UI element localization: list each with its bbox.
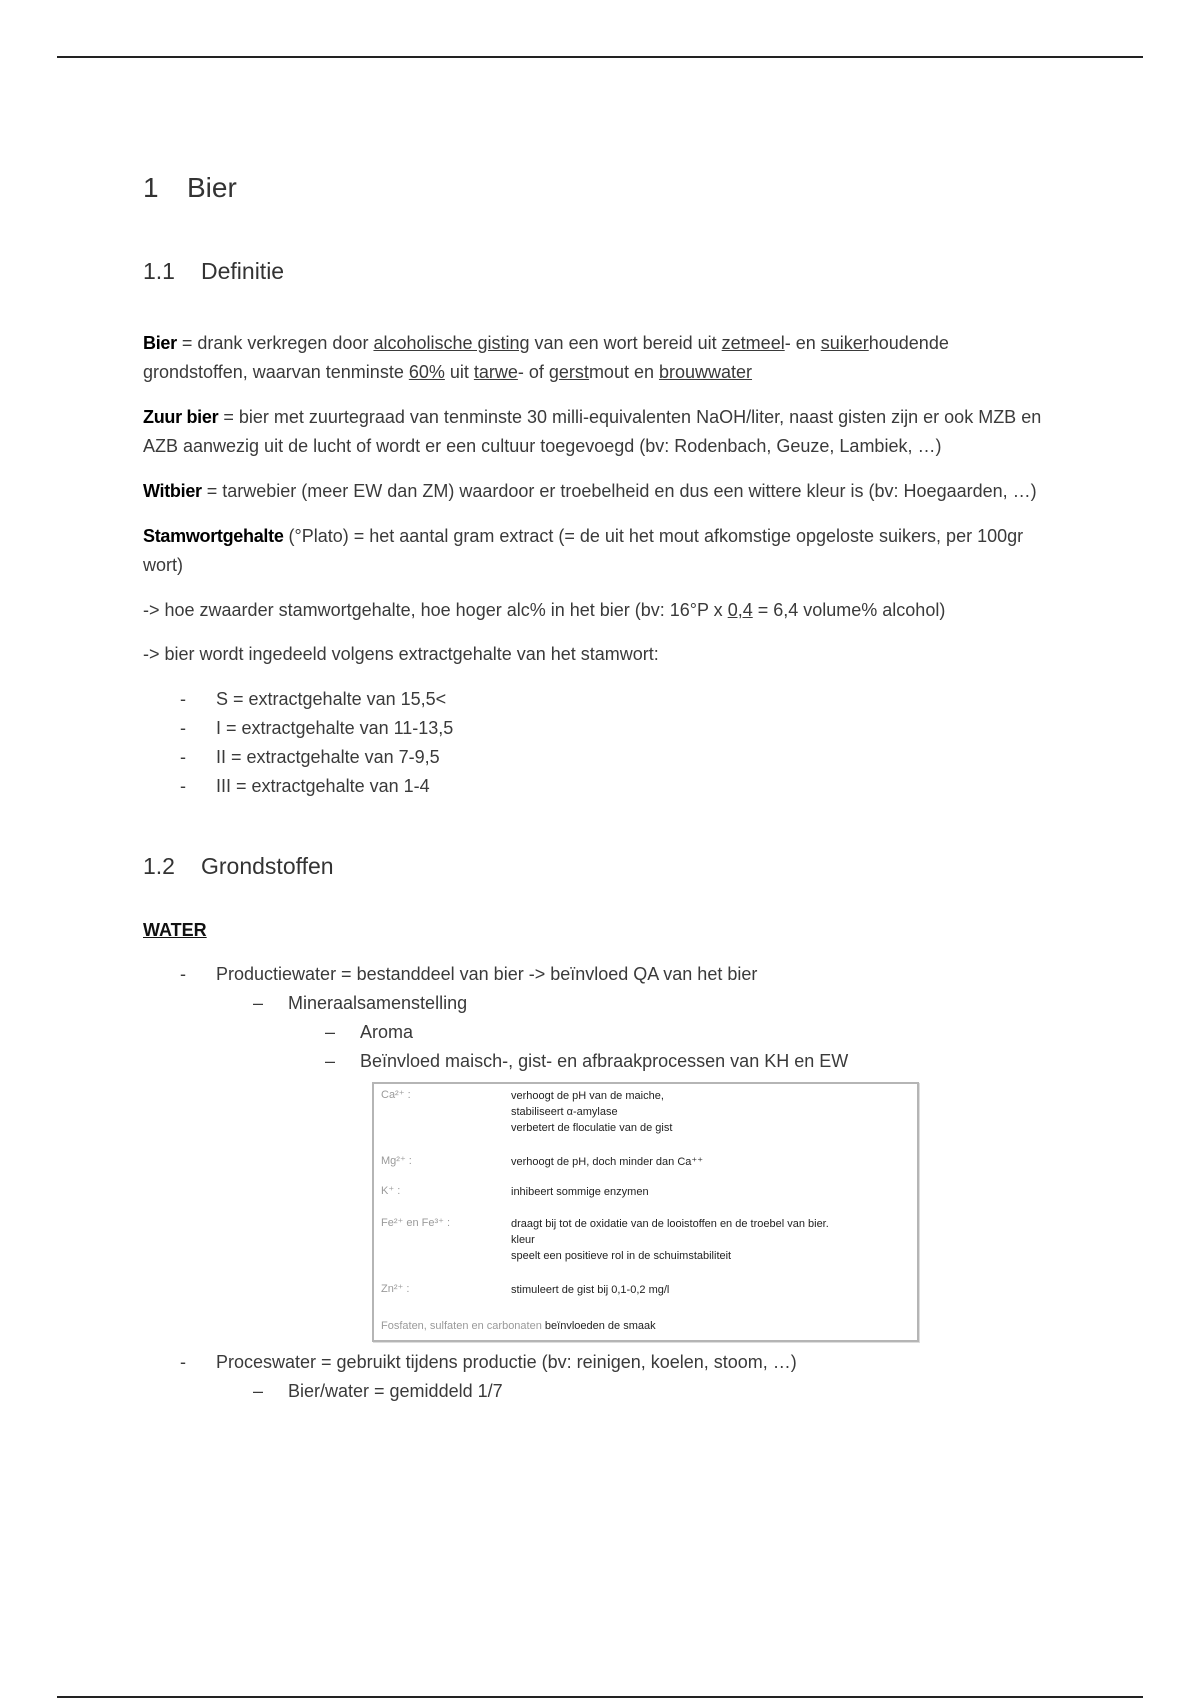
- section-title-grondstoffen: [143, 849, 1063, 883]
- water-heading: WATER: [143, 920, 207, 940]
- note-classification: -> bier wordt ingedeeld volgens extractgehalte van het stamwort:: [143, 644, 659, 664]
- mineral-desc: [511, 1184, 649, 1200]
- definition-text: = tarwebier (meer EW dan ZM) waardoor er troebelheid en dus een wittere kleur is (bv: Hoegaarden, …): [201, 481, 1037, 501]
- list-item-text: Bier/water = gemiddeld 1/7: [288, 1381, 503, 1401]
- underlined-text: gerst: [548, 362, 589, 382]
- dash-bullet: -: [180, 747, 186, 767]
- section-title-text: Definitie: [201, 258, 285, 284]
- mineral-desc-line: kleur: [511, 1234, 535, 1246]
- mineral-row-fosfaten: [381, 1320, 911, 1332]
- list-item: [143, 714, 1063, 743]
- text-segment: -> hoe zwaarder stamwortgehalte, hoe hoger alc% in het bier (bv: 16°P x: [143, 600, 728, 620]
- mineral-desc-line: speelt een positieve rol in de schuimstabiliteit: [511, 1250, 732, 1262]
- endash-bullet: –: [253, 993, 264, 1013]
- list-item-text: Mineraalsamenstelling: [288, 993, 468, 1013]
- text-segment: - en: [784, 333, 821, 353]
- underlined-text: 0,4: [727, 600, 753, 620]
- mineral-label: K⁺ :: [381, 1185, 401, 1197]
- mineral-desc-line: inhibeert sommige enzymen: [511, 1186, 649, 1198]
- text-segment: = 6,4 volume% alcohol): [752, 600, 946, 620]
- list-item: [143, 1018, 1063, 1047]
- definition-bier: [143, 329, 1063, 387]
- chapter-title-text: Bier: [187, 172, 237, 203]
- list-item: [143, 1348, 1063, 1377]
- mineral-label: Zn²⁺ :: [381, 1283, 410, 1295]
- definition-text: = bier met zuurtegraad van tenminste 30 milli-equivalenten NaOH/liter, naast gisten zijn er ook MZB en AZB aanwezig uit de lucht of wordt er een cultuur toegevoegd (bv: Rodenbach, Geuze, Lambiek, …): [143, 407, 1042, 456]
- footer-rule: [57, 1696, 1143, 1698]
- term-zuur-bier: Zuur bier: [143, 407, 219, 427]
- mineral-label: Mg²⁺ :: [381, 1155, 412, 1167]
- list-item-text: Proceswater = gebruikt tijdens productie (bv: reinigen, koelen, stoom, …): [216, 1352, 797, 1372]
- header-rule: [57, 56, 1143, 58]
- text-segment: = drank verkregen door: [176, 333, 374, 353]
- endash-bullet: –: [325, 1022, 336, 1042]
- dash-bullet: -: [180, 776, 186, 796]
- term-stamwortgehalte: Stamwortgehalte: [143, 526, 284, 546]
- mineral-desc-line: beïnvloeden de smaak: [544, 1320, 656, 1332]
- mineral-desc: [511, 1154, 703, 1170]
- water-list: [143, 960, 1063, 1076]
- underlined-text: brouwwater: [658, 362, 753, 382]
- term-bier: Bier: [143, 333, 177, 353]
- class-list: [143, 685, 1063, 801]
- underlined-text: suiker: [820, 333, 869, 353]
- mineral-desc-line: draagt bij tot de oxidatie van de looistoffen en de troebel van bier.: [511, 1218, 829, 1230]
- list-item: [143, 685, 1063, 714]
- list-item-text: S = extractgehalte van 15,5<: [216, 689, 447, 709]
- definition-witbier: [143, 477, 1063, 506]
- mineral-desc: [511, 1282, 669, 1298]
- section-number: 1.1: [143, 258, 175, 284]
- mineral-desc-line: verhoogt de pH, doch minder dan Ca⁺⁺: [511, 1156, 704, 1168]
- list-item: [143, 989, 1063, 1018]
- dash-bullet: -: [180, 689, 186, 709]
- text-segment: - of: [517, 362, 549, 382]
- list-item-text: Aroma: [360, 1022, 414, 1042]
- mineral-label: Fe²⁺ en Fe³⁺ :: [381, 1217, 451, 1229]
- mineral-desc-line: stabiliseert α-amylase: [511, 1106, 618, 1118]
- term-witbier: Witbier: [143, 481, 202, 501]
- list-item-text: I = extractgehalte van 11-13,5: [216, 718, 454, 738]
- list-item: [143, 1377, 1063, 1406]
- list-item-text: Productiewater = bestanddeel van bier -> beïnvloed QA van het bier: [216, 964, 758, 984]
- note-alcohol: [143, 596, 1063, 625]
- endash-bullet: –: [325, 1051, 336, 1071]
- mineral-desc: [511, 1088, 672, 1136]
- list-item-text: III = extractgehalte van 1-4: [216, 776, 430, 796]
- text-segment: mout en: [588, 362, 659, 382]
- section-title-definitie: [143, 254, 1063, 288]
- mineral-desc-line: verhoogt de pH van de maiche,: [511, 1090, 664, 1102]
- underlined-text: tarwe: [473, 362, 518, 382]
- dash-bullet: -: [180, 718, 186, 738]
- endash-bullet: –: [253, 1381, 264, 1401]
- text-segment: uit: [444, 362, 474, 382]
- list-item: [143, 960, 1063, 989]
- mineral-desc-line: stimuleert de gist bij 0,1-0,2 mg/l: [511, 1284, 670, 1296]
- mineral-desc: [511, 1216, 829, 1264]
- text-segment: houdende: [868, 333, 949, 353]
- mineral-label: Fosfaten, sulfaten en carbonaten: [381, 1320, 542, 1332]
- underlined-text: zetmeel: [721, 333, 785, 353]
- mineral-label: Ca²⁺ :: [381, 1089, 411, 1101]
- chapter-title: [143, 168, 1063, 208]
- text-segment: van een wort bereid uit: [529, 333, 722, 353]
- dash-bullet: -: [180, 1352, 186, 1372]
- definition-stamwortgehalte: [143, 522, 1063, 580]
- document-body: [143, 168, 1063, 1406]
- definition-text: (°Plato) = het aantal gram extract (= de uit het mout afkomstige opgeloste suikers, per 100gr wort): [143, 526, 1024, 575]
- mineral-table: [372, 1082, 919, 1342]
- definition-zuur-bier: [143, 403, 1063, 461]
- list-item: [143, 743, 1063, 772]
- text-segment: grondstoffen, waarvan tenminste: [143, 362, 409, 382]
- underlined-text: alcoholische gisting: [373, 333, 530, 353]
- list-item: [143, 772, 1063, 801]
- section-title-text: Grondstoffen: [201, 853, 334, 879]
- mineral-desc-line: verbetert de floculatie van de gist: [511, 1122, 673, 1134]
- dash-bullet: -: [180, 964, 186, 984]
- underlined-text: 60%: [408, 362, 445, 382]
- list-item: [143, 1047, 1063, 1076]
- process-water-list: [143, 1348, 1063, 1406]
- list-item-text: II = extractgehalte van 7-9,5: [216, 747, 440, 767]
- section-number: 1.2: [143, 853, 175, 879]
- chapter-number: 1: [143, 172, 159, 203]
- list-item-text: Beïnvloed maisch-, gist- en afbraakprocessen van KH en EW: [360, 1051, 849, 1071]
